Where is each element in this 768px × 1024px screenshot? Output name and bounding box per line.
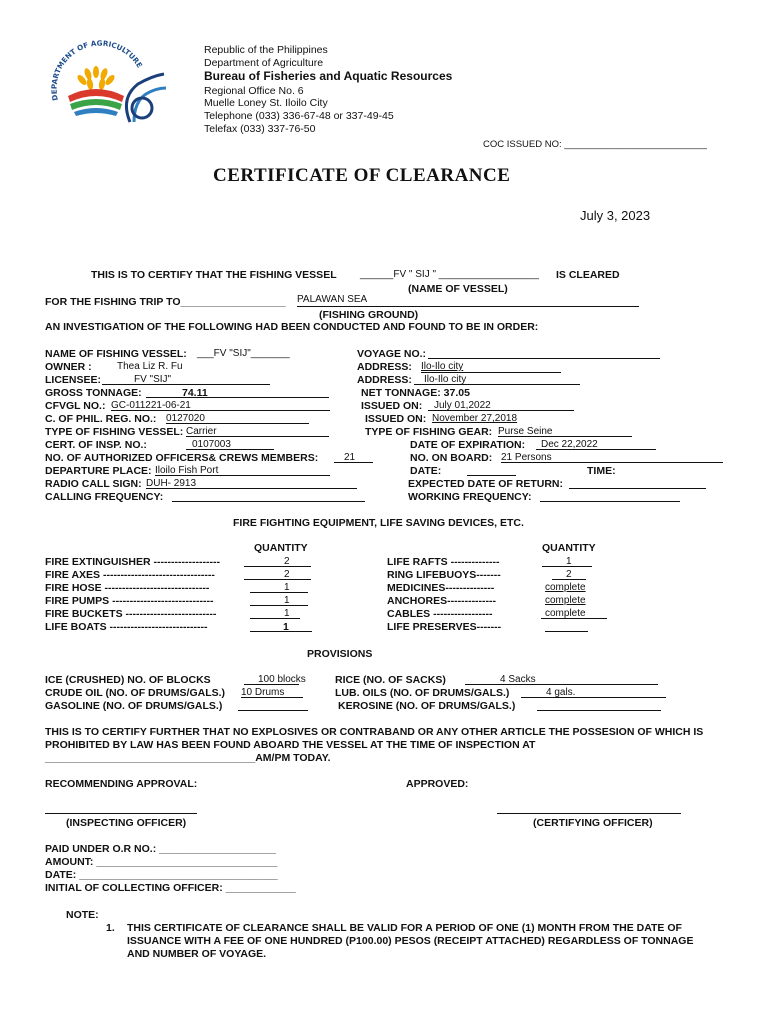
note-line-1: THIS CERTIFICATE OF CLEARANCE SHALL BE VALID FOR A PERIOD OF ONE (1) MONTH FROM THE DATE OF	[127, 922, 682, 934]
lube-oil-value: 4 gals.	[546, 687, 576, 698]
issued-on-value-2: November 27,2018	[432, 413, 518, 424]
gross-tonnage-value: 74.11	[182, 387, 208, 399]
cert-insp-label: CERT. OF INSP. NO.:	[45, 439, 147, 451]
quantity-header-right: QUANTITY	[542, 542, 596, 554]
equipment-item: LIFE BOATS ----------------------------	[45, 621, 208, 633]
collecting-officer-initial: INITIAL OF COLLECTING OFFICER: ____________	[45, 882, 296, 894]
equipment-qty-line	[545, 631, 588, 632]
departure-value: Iloilo Fish Port	[155, 465, 219, 476]
recommending-approval-label: RECOMMENDING APPROVAL:	[45, 778, 198, 790]
calling-frequency-line	[172, 501, 365, 502]
fishing-gear-value: Purse Seine	[498, 426, 553, 437]
radio-call-sign-label: RADIO CALL SIGN:	[45, 478, 142, 490]
equipment-item: RING LIFEBUOYS-------	[387, 569, 501, 581]
owner-address-label: ADDRESS:	[357, 361, 412, 373]
amount-field: AMOUNT: _______________________________	[45, 856, 278, 868]
phil-reg-line	[166, 423, 309, 424]
further-line-3: ____________________________________AM/PM TODAY.	[45, 752, 331, 764]
authorized-crew-line	[334, 462, 373, 463]
cfvgl-line	[111, 410, 330, 411]
licensee-label: LICENSEE:	[45, 374, 102, 386]
provisions-heading: PROVISIONS	[307, 648, 373, 660]
fishing-ground-caption: (FISHING GROUND)	[319, 309, 419, 321]
gasoline-label: GASOLINE (NO. OF DRUMS/GALS.)	[45, 700, 223, 712]
inspecting-officer-caption: (INSPECTING OFFICER)	[66, 817, 187, 829]
authorized-crew-value: 21	[344, 452, 356, 463]
cert-insp-value: 0107003	[192, 439, 231, 450]
equipment-item: LIFE PRESERVES-------	[387, 621, 502, 633]
owner-value: Thea Liz R. Fu	[117, 361, 183, 372]
owner-label: OWNER :	[45, 361, 92, 373]
ice-value: 100 blocks	[258, 674, 306, 685]
licensee-value: FV "SIJ"	[134, 374, 172, 385]
equipment-item: FIRE HOSE ------------------------------	[45, 582, 210, 594]
fishing-trip-label: FOR THE FISHING TRIP TO__________________	[45, 296, 286, 308]
equipment-item: FIRE BUCKETS --------------------------	[45, 608, 217, 620]
date-label: DATE:	[410, 465, 442, 477]
equipment-qty: 1	[283, 621, 289, 633]
radio-call-sign-value: DUH- 2913	[146, 478, 197, 489]
fishing-ground-value: PALAWAN SEA	[297, 294, 368, 305]
equipment-qty-line	[244, 579, 311, 580]
equipment-qty: 1	[284, 595, 290, 606]
phil-reg-label: C. OF PHIL. REG. NO.:	[45, 413, 157, 425]
further-line-1: THIS IS TO CERTIFY FURTHER THAT NO EXPLOSIVES OR CONTRABAND OR ANY OTHER ARTICLE THE POSSESION OF WHICH IS	[45, 726, 704, 738]
inspecting-signature-line	[45, 813, 197, 814]
equipment-qty: 1	[566, 556, 572, 567]
vessel-type-value: Carrier	[186, 426, 217, 437]
crude-oil-value: 10 Drums	[241, 687, 285, 698]
date-line	[467, 475, 516, 476]
equipment-qty: complete	[545, 608, 586, 619]
vessel-name-field: ___FV "SIJ"_______	[197, 348, 290, 359]
working-frequency-label: WORKING FREQUENCY:	[408, 491, 532, 503]
certifying-officer-caption: (CERTIFYING OFFICER)	[533, 817, 653, 829]
ice-label: ICE (CRUSHED) NO. OF BLOCKS	[45, 674, 211, 686]
equipment-item: FIRE AXES --------------------------------	[45, 569, 215, 581]
certifying-signature-line	[497, 813, 681, 814]
gross-tonnage-label: GROSS TONNAGE:	[45, 387, 142, 399]
vessel-type-line	[186, 436, 329, 437]
equipment-item: MEDICINES--------------	[387, 582, 495, 594]
ice-line	[244, 684, 299, 685]
equipment-item: CABLES -----------------	[387, 608, 493, 620]
equipment-qty-line	[542, 566, 592, 567]
vessel-type-label: TYPE OF FISHING VESSEL:	[45, 426, 184, 438]
equipment-item: FIRE PUMPS -----------------------------	[45, 595, 214, 607]
note-label: NOTE:	[66, 909, 99, 921]
rice-label: RICE (NO. OF SACKS)	[335, 674, 446, 686]
telefax-line: Telefax (033) 337-76-50	[204, 122, 316, 135]
expiration-label: DATE OF EXPIRATION:	[410, 439, 526, 451]
issued-on-label-1: ISSUED ON:	[361, 400, 423, 412]
vessel-name-label: NAME OF FISHING VESSEL:	[45, 348, 187, 360]
equipment-heading: FIRE FIGHTING EQUIPMENT, LIFE SAVING DEVICES, ETC.	[233, 517, 524, 529]
note-line-3: AND NUMBER OF VOYAGE.	[127, 948, 267, 960]
calling-frequency-label: CALLING FREQUENCY:	[45, 491, 164, 503]
issued-on-value-1: July 01,2022	[434, 400, 491, 411]
departure-line	[155, 475, 330, 476]
kerosine-line	[537, 710, 661, 711]
crude-oil-label: CRUDE OIL (NO. OF DRUMS/GALS.)	[45, 687, 226, 699]
expiration-value: Dec 22,2022	[541, 439, 598, 450]
on-board-line	[501, 462, 723, 463]
investigation-statement: AN INVESTIGATION OF THE FOLLOWING HAD BEEN CONDUCTED AND FOUND TO BE IN ORDER:	[45, 321, 539, 333]
equipment-qty-line	[250, 618, 300, 619]
telephone-line: Telephone (033) 336-67-48 or 337-49-45	[204, 109, 394, 122]
equipment-qty: complete	[545, 582, 586, 593]
voyage-no-line	[428, 358, 660, 359]
cert-insp-line	[186, 449, 274, 450]
owner-address-value: Ilo-Ilo city	[421, 361, 464, 372]
time-label: TIME:	[587, 465, 616, 477]
licensee-address-label: ADDRESS:	[357, 374, 412, 386]
equipment-qty-line	[244, 566, 311, 567]
gasoline-line	[238, 710, 308, 711]
departure-label: DEPARTURE PLACE:	[45, 465, 152, 477]
on-board-label: NO. ON BOARD:	[410, 452, 493, 464]
fishing-ground-line	[297, 306, 639, 307]
licensee-address-value: Ilo-Ilo city	[424, 374, 467, 385]
rice-line	[465, 684, 658, 685]
republic-line: Republic of the Philippines	[204, 44, 328, 56]
on-board-value: 21 Persons	[501, 452, 552, 463]
name-of-vessel-caption: (NAME OF VESSEL)	[408, 283, 508, 295]
radio-call-sign-line	[146, 488, 357, 489]
return-date-line	[569, 488, 706, 489]
paid-or-no: PAID UNDER O.R NO.: ____________________	[45, 843, 276, 855]
coc-issued-no: COC ISSUED NO: ___________________________	[483, 139, 707, 150]
equipment-qty: 1	[284, 608, 290, 619]
issue-date: July 3, 2023	[580, 208, 651, 223]
note-line-2: ISSUANCE WITH A FEE OF ONE HUNDRED (P100.00) PESOS (RECEIPT ATTACHED) REGARDLESS OF TONNAGE	[127, 935, 694, 947]
equipment-item: ANCHORES--------------	[387, 595, 497, 607]
equipment-qty: 2	[284, 556, 290, 567]
expiration-line	[536, 449, 656, 450]
address-line: Muelle Loney St. Iloilo City	[204, 97, 328, 110]
regional-office-line: Regional Office No. 6	[204, 84, 304, 97]
return-date-label: EXPECTED DATE OF RETURN:	[408, 478, 563, 490]
quantity-header-left: QUANTITY	[254, 542, 308, 554]
department-line: Department of Agriculture	[204, 56, 324, 69]
equipment-qty-line	[552, 579, 586, 580]
cfvgl-value: GC-011221-06-21	[111, 400, 191, 411]
rice-value: 4 Sacks	[500, 674, 536, 685]
fishing-gear-label: TYPE OF FISHING GEAR:	[365, 426, 493, 438]
vessel-name-value: ______FV " SIJ " __________________	[360, 269, 539, 280]
equipment-qty-line	[250, 592, 308, 593]
fishing-gear-line	[498, 436, 632, 437]
equipment-qty: 1	[284, 582, 290, 593]
equipment-qty: 2	[284, 569, 290, 580]
note-number: 1.	[106, 922, 115, 934]
letterhead	[204, 44, 452, 135]
further-line-2: PROHIBITED BY LAW HAS BEEN FOUND ABOARD THE VESSEL AT THE TIME OF INSPECTION AT	[45, 739, 536, 751]
equipment-qty-line	[250, 605, 308, 606]
voyage-no-label: VOYAGE NO.:	[357, 348, 427, 360]
crude-oil-line	[241, 697, 303, 698]
equipment-item: FIRE EXTINGUISHER -------------------	[45, 556, 220, 568]
gross-tonnage-line	[146, 397, 329, 398]
phil-reg-value: 0127020	[166, 413, 205, 424]
logo-ring-text: DEPARTMENT OF AGRICULTURE	[49, 38, 145, 102]
kerosine-label: KEROSINE (NO. OF DRUMS/GALS.)	[338, 700, 516, 712]
lube-oil-line	[521, 697, 666, 698]
equipment-item: LIFE RAFTS --------------	[387, 556, 500, 568]
licensee-address-line	[414, 384, 580, 385]
approved-label: APPROVED:	[406, 778, 469, 790]
equipment-qty-line	[541, 618, 607, 619]
licensee-line	[102, 384, 270, 385]
equipment-qty-line	[250, 631, 312, 632]
net-tonnage: NET TONNAGE: 37.05	[361, 387, 470, 399]
issued-on-line-1	[428, 410, 574, 411]
lube-oil-label: LUB. OILS (NO. OF DRUMS/GALS.)	[335, 687, 510, 699]
bureau-name: Bureau of Fisheries and Aquatic Resources	[204, 69, 453, 84]
cfvgl-label: CFVGL NO.:	[45, 400, 106, 412]
document-title: CERTIFICATE OF CLEARANCE	[213, 165, 511, 186]
equipment-qty: 2	[566, 569, 572, 580]
agency-logo	[38, 38, 168, 124]
is-cleared-label: IS CLEARED	[556, 269, 620, 281]
issued-on-label-2: ISSUED ON:	[365, 413, 427, 425]
authorized-crew-label: NO. OF AUTHORIZED OFFICERS& CREWS MEMBERS:	[45, 452, 319, 464]
certify-intro: THIS IS TO CERTIFY THAT THE FISHING VESSEL	[91, 269, 337, 281]
payment-date-field: DATE: __________________________________	[45, 869, 278, 881]
equipment-qty: complete	[545, 595, 586, 606]
owner-address-line	[421, 372, 561, 373]
working-frequency-line	[540, 501, 680, 502]
